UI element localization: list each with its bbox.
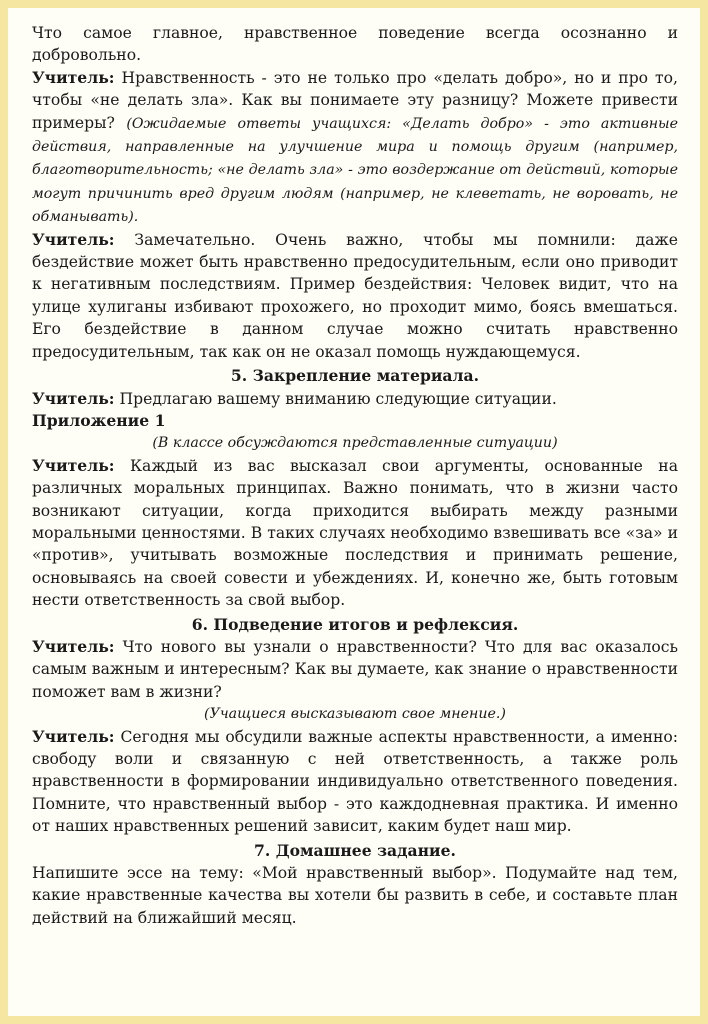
speaker-label: Учитель: [32, 67, 115, 87]
appendix-label: Приложение 1 [32, 410, 166, 430]
section-heading-6: 6. Подведение итогов и рефлексия. [191, 614, 519, 634]
speaker-label: Учитель: [32, 455, 115, 475]
paragraph-text: Замечательно. Очень важно, чтобы мы помнили: даже бездействие может быть нравственно предосудительным, если оно приводит к негативным последствиям. Пример бездействия: Человек видит, что на улице хулиганы избивают прохожего, но проходит мимо, боясь вмешаться. Его бездействие в данном случае можно считать нравственно предосудительным, так как он не оказал помощь нуждающемуся. [32, 230, 678, 361]
section-heading-7: 7. Домашнее задание. [254, 840, 456, 860]
teacher-paragraph-4 [32, 455, 678, 612]
paragraph-text: Каждый из вас высказал свои аргументы, основанные на различных моральных принципах. Важно понимать, что в жизни часто возникают ситуации, когда приходится выбирать между разными моральными ценностями. В таких случаях необходимо взвешивать все «за» и «против», учитывать возможные последствия и принимать решение, основываясь на своей совести и убеждениях. И, конечно же, быть готовым нести ответственность за свой выбор. [32, 456, 678, 610]
document-page [8, 8, 700, 1016]
paragraph-text: Предлагаю вашему вниманию следующие ситуации. [114, 389, 557, 408]
teacher-paragraph-3 [32, 388, 678, 433]
speaker-label: Учитель: [32, 636, 115, 656]
class-discussion-note: (В классе обсуждаются представленные ситуации) [152, 435, 558, 452]
speaker-label: Учитель: [32, 726, 115, 746]
speaker-label: Учитель: [32, 229, 115, 249]
paragraph-text: Что нового вы узнали о нравственности? Что для вас оказалось самым важным и интересным? Как вы думаете, как знание о нравственности поможет вам в жизни? [32, 637, 678, 701]
intro-paragraph: Что самое главное, нравственное поведение всегда осознанно и добровольно. [32, 24, 678, 65]
teacher-paragraph-1 [32, 67, 678, 229]
teacher-paragraph-2 [32, 229, 678, 363]
paragraph-text: Нравственность - это не только про «делать добро», но и про то, чтобы «не делать зла». Как вы понимаете эту разницу? Можете привести примеры? [32, 68, 678, 132]
section-heading-5: 5. Закрепление материала. [230, 366, 480, 386]
speaker-label: Учитель: [32, 388, 115, 408]
teacher-paragraph-5 [32, 636, 678, 703]
students-opinion-note: (Учащиеся высказывают свое мнение.) [204, 706, 506, 723]
homework-paragraph: Напишите эссе на тему: «Мой нравственный выбор». Подумайте над тем, какие нравственные качества вы хотели бы развить в себе, и составьте план действий на ближайший месяц. [32, 864, 678, 927]
teacher-paragraph-6 [32, 726, 678, 838]
expected-answers: (Ожидаемые ответы учащихся: «Делать добро» - это активные действия, направленные на улучшение мира и помощь другим (например, благотворительность; «не делать зла» - это воздержание от действий, которые могут причинить вред другим людям (например, не клеветать, не воровать, не обманывать). [32, 115, 678, 226]
paragraph-text: Сегодня мы обсудили важные аспекты нравственности, а именно: свободу воли и связанную с ней ответственность, а также роль нравственности в формировании индивидуально ответственного поведения. Помните, что нравственный выбор - это каждодневная практика. И именно от наших нравственных решений зависит, каким будет наш мир. [32, 727, 678, 836]
